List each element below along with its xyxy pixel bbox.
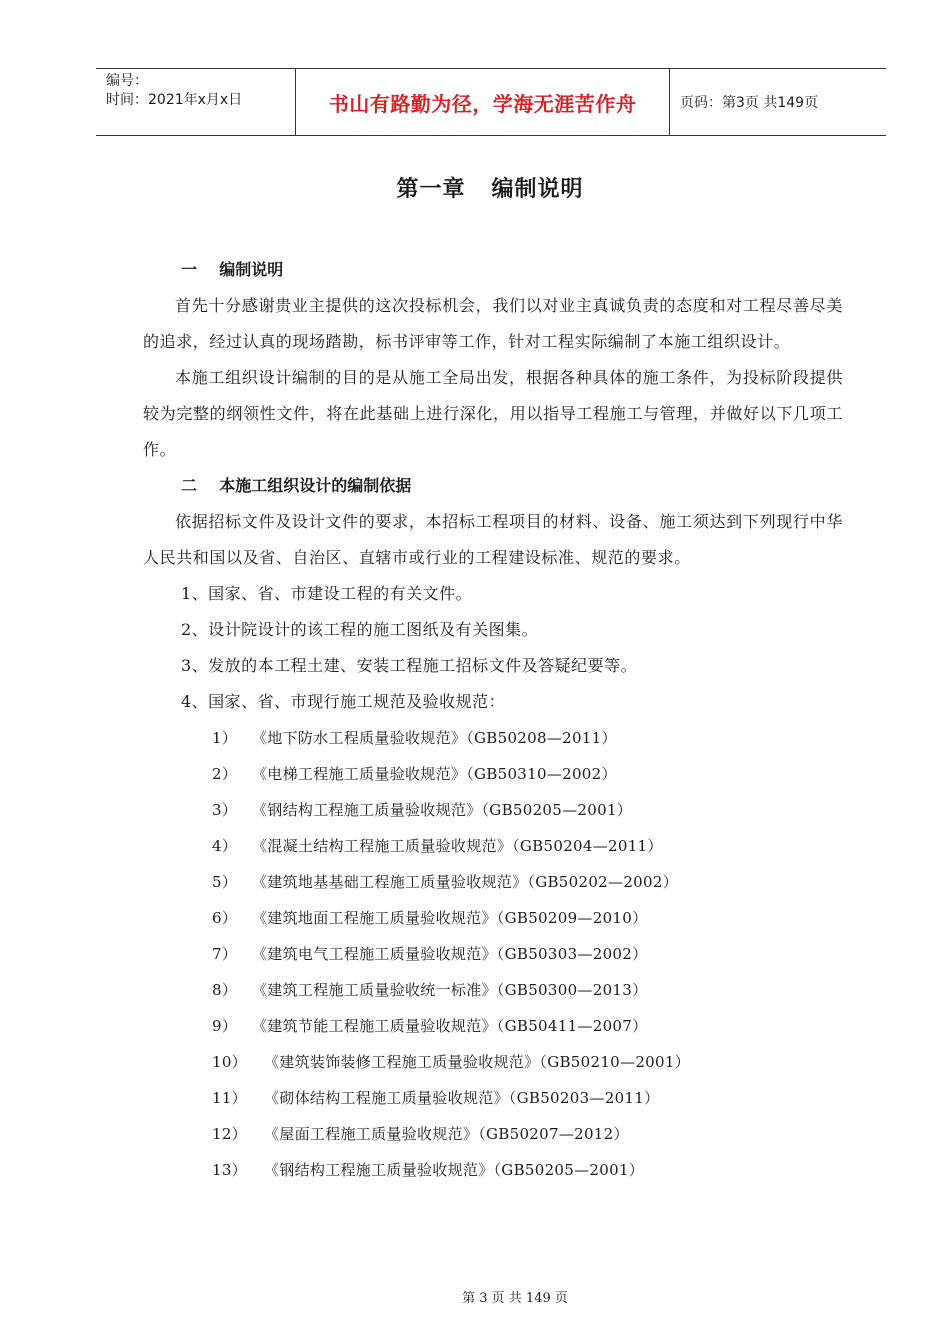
standard-text: 《地下防水工程质量验收规范》（GB50208—2011） (252, 729, 617, 747)
standard-item (143, 972, 843, 1008)
standard-number: 8） (212, 981, 238, 999)
standard-item (143, 900, 843, 936)
standard-number: 7） (212, 945, 238, 963)
standard-text: 《建筑装饰装修工程施工质量验收规范》（GB50210—2001） (264, 1053, 690, 1071)
chapter-title: 第一章 编制说明 (396, 177, 584, 202)
standard-number: 13） (212, 1161, 247, 1179)
section-heading-2: 二 本施工组织设计的编制依据 (181, 476, 412, 495)
standard-number: 11） (212, 1089, 247, 1107)
standard-text: 《钢结构工程施工质量验收规范》（GB50205—2001） (252, 801, 633, 819)
standard-item (143, 756, 843, 792)
standard-item (143, 936, 843, 972)
header-meta (96, 69, 296, 135)
standard-item (143, 720, 843, 756)
standard-text: 《电梯工程施工质量验收规范》（GB50310—2002） (252, 765, 617, 783)
standard-item (143, 1116, 843, 1152)
document-number-label: 编号： (106, 73, 148, 89)
standard-text: 《建筑节能工程施工质量验收规范》（GB50411—2007） (252, 1017, 648, 1035)
section-heading-1: 一 编制说明 (181, 260, 284, 279)
list-item: 3、发放的本工程土建、安装工程施工招标文件及答疑纪要等。 (181, 656, 638, 675)
standard-number: 6） (212, 909, 238, 927)
standard-item (143, 792, 843, 828)
standard-text: 《钢结构工程施工质量验收规范》（GB50205—2001） (264, 1161, 645, 1179)
header-motto: 书山有路勤为径，学海无涯苦作舟 (296, 69, 670, 135)
header-page-number: 页码：第3页 共149页 (680, 95, 819, 111)
standard-text: 《混凝土结构工程施工质量验收规范》（GB50204—2011） (252, 837, 663, 855)
document-body (143, 252, 843, 1188)
page-header (96, 68, 886, 136)
standard-item (143, 1080, 843, 1116)
standard-number: 3） (212, 801, 238, 819)
standard-text: 《建筑地面工程施工质量验收规范》（GB50209—2010） (252, 909, 648, 927)
standard-item (143, 1008, 843, 1044)
standard-text: 《砌体结构工程施工质量验收规范》（GB50203—2011） (264, 1089, 660, 1107)
standard-text: 《屋面工程施工质量验收规范》（GB50207—2012） (264, 1125, 629, 1143)
document-time-label: 时间：2021年x月x日 (106, 92, 243, 108)
standard-text: 《建筑工程施工质量验收统一标准》（GB50300—2013） (252, 981, 648, 999)
standard-text: 《建筑电气工程施工质量验收规范》（GB50303—2002） (252, 945, 648, 963)
standard-item (143, 864, 843, 900)
standard-number: 5） (212, 873, 238, 891)
standard-number: 4） (212, 837, 238, 855)
paragraph: 本施工组织设计编制的目的是从施工全局出发，根据各种具体的施工条件，为投标阶段提供较为完整的纲领性文件，将在此基础上进行深化，用以指导工程施工与管理，并做好以下几项工作。 (143, 368, 843, 459)
list-item: 1、国家、省、市建设工程的有关文件。 (181, 584, 473, 603)
standard-item (143, 1152, 843, 1188)
list-item: 2、设计院设计的该工程的施工图纸及有关图集。 (181, 620, 539, 639)
standard-item (143, 1044, 843, 1080)
standard-number: 12） (212, 1125, 247, 1143)
list-item: 4、国家、省、市现行施工规范及验收规范： (181, 692, 506, 711)
paragraph: 首先十分感谢贵业主提供的这次投标机会，我们以对业主真诚负责的态度和对工程尽善尽美的追求，经过认真的现场踏勘，标书评审等工作，针对工程实际编制了本施工组织设计。 (143, 296, 843, 351)
page-footer: 第 3 页 共 149 页 (462, 1291, 568, 1306)
standard-item (143, 828, 843, 864)
standard-number: 10） (212, 1053, 247, 1071)
paragraph: 依据招标文件及设计文件的要求，本招标工程项目的材料、设备、施工须达到下列现行中华人民共和国以及省、自治区、直辖市或行业的工程建设标准、规范的要求。 (143, 512, 843, 567)
standard-text: 《建筑地基基础工程施工质量验收规范》（GB50202—2002） (252, 873, 678, 891)
standard-number: 9） (212, 1017, 238, 1035)
standard-number: 1） (212, 729, 238, 747)
standard-number: 2） (212, 765, 238, 783)
